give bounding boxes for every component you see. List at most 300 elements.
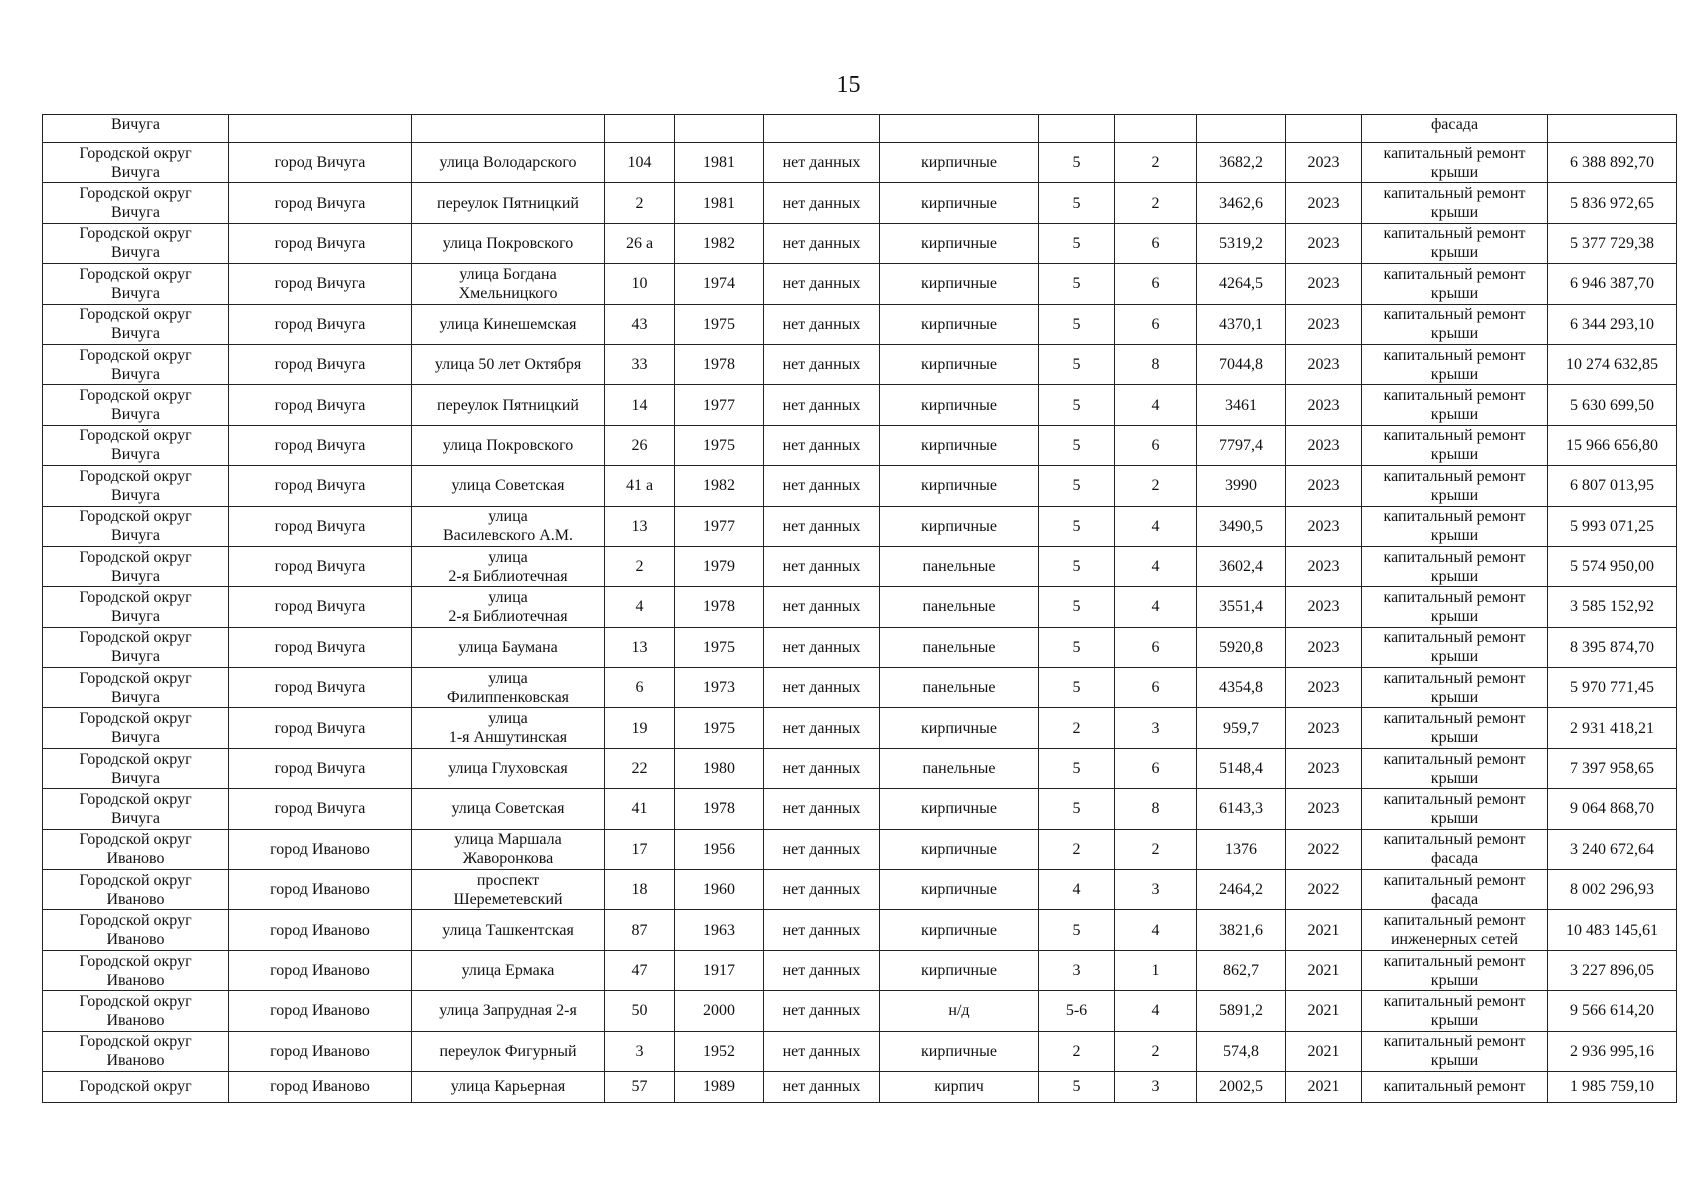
year-repair-cell: нет данных: [764, 910, 880, 950]
year-built-cell: 1979: [675, 546, 764, 586]
housing-repair-table: [42, 114, 1677, 1103]
work-type-cell: капитальный ремонт: [1362, 1071, 1548, 1102]
work-type-cell: капитальный ремонт фасада: [1362, 829, 1548, 869]
year-repair-cell: нет данных: [764, 950, 880, 990]
floors-cell: 5: [1039, 506, 1115, 546]
year-built-cell: 1917: [675, 950, 764, 990]
wall-material-cell: кирпичные: [880, 143, 1039, 183]
planned-year-cell: 2021: [1286, 950, 1362, 990]
house-number-cell: 43: [605, 304, 675, 344]
cost-cell: 9 566 614,20: [1548, 991, 1677, 1031]
municipality-cell: Вичуга: [43, 115, 229, 143]
planned-year-cell: 2023: [1286, 344, 1362, 384]
year-repair-cell: нет данных: [764, 627, 880, 667]
year-built-cell: 1981: [675, 183, 764, 223]
year-built-cell: 1978: [675, 587, 764, 627]
entrances-cell: 6: [1115, 668, 1197, 708]
work-type-cell: капитальный ремонт крыши: [1362, 991, 1548, 1031]
planned-year-cell: 2023: [1286, 183, 1362, 223]
wall-material-cell: кирпич: [880, 1071, 1039, 1102]
cost-cell: 6 388 892,70: [1548, 143, 1677, 183]
planned-year-cell: 2023: [1286, 789, 1362, 829]
table-row: [43, 183, 1677, 223]
entrances-cell: 6: [1115, 304, 1197, 344]
area-cell: 959,7: [1197, 708, 1286, 748]
work-type-cell: капитальный ремонт крыши: [1362, 385, 1548, 425]
table-row: [43, 466, 1677, 506]
house-number-cell: 18: [605, 870, 675, 910]
municipality-cell: Городской округ Вичуга: [43, 627, 229, 667]
table-row: [43, 425, 1677, 465]
settlement-cell: город Вичуга: [229, 748, 412, 788]
year-built-cell: 1982: [675, 223, 764, 263]
settlement-cell: город Иваново: [229, 1031, 412, 1071]
street-cell: улица 2-я Библиотечная: [412, 546, 605, 586]
floors-cell: 5: [1039, 143, 1115, 183]
street-cell: улица Богдана Хмельницкого: [412, 264, 605, 304]
entrances-cell: 6: [1115, 223, 1197, 263]
house-number-cell: 14: [605, 385, 675, 425]
house-number-cell: 13: [605, 627, 675, 667]
table-row: [43, 115, 1677, 143]
street-cell: улица Василевского А.М.: [412, 506, 605, 546]
house-number-cell: 22: [605, 748, 675, 788]
planned-year-cell: [1286, 115, 1362, 143]
wall-material-cell: кирпичные: [880, 708, 1039, 748]
year-repair-cell: нет данных: [764, 991, 880, 1031]
year-built-cell: 1975: [675, 627, 764, 667]
wall-material-cell: кирпичные: [880, 183, 1039, 223]
settlement-cell: город Иваново: [229, 950, 412, 990]
settlement-cell: город Вичуга: [229, 264, 412, 304]
year-repair-cell: нет данных: [764, 1071, 880, 1102]
entrances-cell: 6: [1115, 748, 1197, 788]
cost-cell: 3 240 672,64: [1548, 829, 1677, 869]
settlement-cell: город Вичуга: [229, 304, 412, 344]
settlement-cell: город Вичуга: [229, 587, 412, 627]
street-cell: улица Володарского: [412, 143, 605, 183]
entrances-cell: 4: [1115, 991, 1197, 1031]
municipality-cell: Городской округ Вичуга: [43, 264, 229, 304]
street-cell: улица Глуховская: [412, 748, 605, 788]
settlement-cell: город Вичуга: [229, 425, 412, 465]
area-cell: 3682,2: [1197, 143, 1286, 183]
street-cell: улица 1-я Аншутинская: [412, 708, 605, 748]
entrances-cell: 4: [1115, 546, 1197, 586]
wall-material-cell: кирпичные: [880, 506, 1039, 546]
table-row: [43, 950, 1677, 990]
planned-year-cell: 2023: [1286, 506, 1362, 546]
work-type-cell: фасада: [1362, 115, 1548, 143]
house-number-cell: 2: [605, 183, 675, 223]
year-built-cell: 1963: [675, 910, 764, 950]
year-repair-cell: нет данных: [764, 748, 880, 788]
cost-cell: 8 395 874,70: [1548, 627, 1677, 667]
year-repair-cell: нет данных: [764, 385, 880, 425]
cost-cell: 5 970 771,45: [1548, 668, 1677, 708]
settlement-cell: город Вичуга: [229, 789, 412, 829]
entrances-cell: 3: [1115, 708, 1197, 748]
wall-material-cell: кирпичные: [880, 264, 1039, 304]
floors-cell: 2: [1039, 708, 1115, 748]
entrances-cell: 6: [1115, 627, 1197, 667]
year-built-cell: 1956: [675, 829, 764, 869]
wall-material-cell: кирпичные: [880, 950, 1039, 990]
area-cell: 6143,3: [1197, 789, 1286, 829]
entrances-cell: 4: [1115, 910, 1197, 950]
settlement-cell: город Вичуга: [229, 506, 412, 546]
municipality-cell: Городской округ Вичуга: [43, 344, 229, 384]
work-type-cell: капитальный ремонт крыши: [1362, 304, 1548, 344]
year-repair-cell: нет данных: [764, 304, 880, 344]
table-row: [43, 1071, 1677, 1102]
municipality-cell: Городской округ Вичуга: [43, 425, 229, 465]
wall-material-cell: кирпичные: [880, 829, 1039, 869]
year-built-cell: 1977: [675, 506, 764, 546]
cost-cell: 5 630 699,50: [1548, 385, 1677, 425]
house-number-cell: [605, 115, 675, 143]
cost-cell: 3 227 896,05: [1548, 950, 1677, 990]
year-built-cell: 1980: [675, 748, 764, 788]
street-cell: улица Карьерная: [412, 1071, 605, 1102]
floors-cell: 5: [1039, 748, 1115, 788]
floors-cell: 5: [1039, 546, 1115, 586]
table-row: [43, 385, 1677, 425]
cost-cell: 5 377 729,38: [1548, 223, 1677, 263]
year-repair-cell: нет данных: [764, 425, 880, 465]
municipality-cell: Городской округ Вичуга: [43, 304, 229, 344]
street-cell: переулок Фигурный: [412, 1031, 605, 1071]
planned-year-cell: 2023: [1286, 546, 1362, 586]
house-number-cell: 57: [605, 1071, 675, 1102]
floors-cell: 5: [1039, 466, 1115, 506]
table-row: [43, 1031, 1677, 1071]
planned-year-cell: 2023: [1286, 425, 1362, 465]
area-cell: 7044,8: [1197, 344, 1286, 384]
area-cell: 5148,4: [1197, 748, 1286, 788]
table-row: [43, 870, 1677, 910]
settlement-cell: город Вичуга: [229, 546, 412, 586]
floors-cell: 5: [1039, 668, 1115, 708]
year-built-cell: 1975: [675, 708, 764, 748]
house-number-cell: 47: [605, 950, 675, 990]
cost-cell: [1548, 115, 1677, 143]
year-repair-cell: нет данных: [764, 668, 880, 708]
floors-cell: 5: [1039, 627, 1115, 667]
year-repair-cell: нет данных: [764, 546, 880, 586]
entrances-cell: 4: [1115, 385, 1197, 425]
year-repair-cell: нет данных: [764, 789, 880, 829]
entrances-cell: 2: [1115, 1031, 1197, 1071]
year-repair-cell: нет данных: [764, 870, 880, 910]
cost-cell: 10 274 632,85: [1548, 344, 1677, 384]
cost-cell: 2 936 995,16: [1548, 1031, 1677, 1071]
entrances-cell: 2: [1115, 466, 1197, 506]
street-cell: улица Ташкентская: [412, 910, 605, 950]
entrances-cell: 2: [1115, 183, 1197, 223]
planned-year-cell: 2023: [1286, 466, 1362, 506]
work-type-cell: капитальный ремонт крыши: [1362, 950, 1548, 990]
year-built-cell: 1974: [675, 264, 764, 304]
year-repair-cell: нет данных: [764, 1031, 880, 1071]
table-row: [43, 264, 1677, 304]
street-cell: улица Советская: [412, 466, 605, 506]
area-cell: 5891,2: [1197, 991, 1286, 1031]
table-row: [43, 829, 1677, 869]
planned-year-cell: 2023: [1286, 748, 1362, 788]
wall-material-cell: панельные: [880, 546, 1039, 586]
year-repair-cell: нет данных: [764, 264, 880, 304]
year-built-cell: [675, 115, 764, 143]
entrances-cell: 3: [1115, 1071, 1197, 1102]
municipality-cell: Городской округ Иваново: [43, 1031, 229, 1071]
year-built-cell: 1978: [675, 344, 764, 384]
cost-cell: 7 397 958,65: [1548, 748, 1677, 788]
work-type-cell: капитальный ремонт крыши: [1362, 668, 1548, 708]
entrances-cell: 4: [1115, 587, 1197, 627]
entrances-cell: 4: [1115, 506, 1197, 546]
house-number-cell: 4: [605, 587, 675, 627]
area-cell: 3462,6: [1197, 183, 1286, 223]
work-type-cell: капитальный ремонт крыши: [1362, 587, 1548, 627]
planned-year-cell: 2023: [1286, 708, 1362, 748]
wall-material-cell: кирпичные: [880, 789, 1039, 829]
area-cell: 5920,8: [1197, 627, 1286, 667]
municipality-cell: Городской округ Вичуга: [43, 506, 229, 546]
table-row: [43, 344, 1677, 384]
house-number-cell: 41: [605, 789, 675, 829]
work-type-cell: капитальный ремонт крыши: [1362, 264, 1548, 304]
wall-material-cell: кирпичные: [880, 1031, 1039, 1071]
wall-material-cell: панельные: [880, 668, 1039, 708]
settlement-cell: город Вичуга: [229, 223, 412, 263]
floors-cell: 4: [1039, 870, 1115, 910]
planned-year-cell: 2023: [1286, 587, 1362, 627]
municipality-cell: Городской округ Вичуга: [43, 385, 229, 425]
municipality-cell: Городской округ Вичуга: [43, 223, 229, 263]
area-cell: 4354,8: [1197, 668, 1286, 708]
street-cell: [412, 115, 605, 143]
floors-cell: [1039, 115, 1115, 143]
cost-cell: 6 946 387,70: [1548, 264, 1677, 304]
street-cell: улица Запрудная 2-я: [412, 991, 605, 1031]
street-cell: улица Маршала Жаворонкова: [412, 829, 605, 869]
work-type-cell: капитальный ремонт крыши: [1362, 546, 1548, 586]
house-number-cell: 104: [605, 143, 675, 183]
wall-material-cell: кирпичные: [880, 425, 1039, 465]
work-type-cell: капитальный ремонт фасада: [1362, 870, 1548, 910]
floors-cell: 5: [1039, 587, 1115, 627]
cost-cell: 2 931 418,21: [1548, 708, 1677, 748]
planned-year-cell: 2023: [1286, 385, 1362, 425]
cost-cell: 8 002 296,93: [1548, 870, 1677, 910]
settlement-cell: город Вичуга: [229, 668, 412, 708]
municipality-cell: Городской округ: [43, 1071, 229, 1102]
wall-material-cell: [880, 115, 1039, 143]
wall-material-cell: кирпичные: [880, 344, 1039, 384]
house-number-cell: 3: [605, 1031, 675, 1071]
floors-cell: 5: [1039, 1071, 1115, 1102]
area-cell: 3602,4: [1197, 546, 1286, 586]
street-cell: улица Филиппенковская: [412, 668, 605, 708]
settlement-cell: город Иваново: [229, 829, 412, 869]
municipality-cell: Городской округ Вичуга: [43, 466, 229, 506]
settlement-cell: город Вичуга: [229, 385, 412, 425]
planned-year-cell: 2021: [1286, 1031, 1362, 1071]
house-number-cell: 17: [605, 829, 675, 869]
settlement-cell: город Вичуга: [229, 143, 412, 183]
settlement-cell: город Иваново: [229, 1071, 412, 1102]
work-type-cell: капитальный ремонт крыши: [1362, 344, 1548, 384]
cost-cell: 10 483 145,61: [1548, 910, 1677, 950]
floors-cell: 5-6: [1039, 991, 1115, 1031]
work-type-cell: капитальный ремонт крыши: [1362, 223, 1548, 263]
year-repair-cell: нет данных: [764, 183, 880, 223]
year-built-cell: 1978: [675, 789, 764, 829]
area-cell: 574,8: [1197, 1031, 1286, 1071]
table-row: [43, 223, 1677, 263]
wall-material-cell: кирпичные: [880, 466, 1039, 506]
municipality-cell: Городской округ Вичуга: [43, 143, 229, 183]
floors-cell: 5: [1039, 304, 1115, 344]
entrances-cell: 6: [1115, 425, 1197, 465]
work-type-cell: капитальный ремонт крыши: [1362, 627, 1548, 667]
area-cell: 3551,4: [1197, 587, 1286, 627]
house-number-cell: 13: [605, 506, 675, 546]
year-built-cell: 1982: [675, 466, 764, 506]
area-cell: 4264,5: [1197, 264, 1286, 304]
wall-material-cell: кирпичные: [880, 223, 1039, 263]
planned-year-cell: 2023: [1286, 304, 1362, 344]
municipality-cell: Городской округ Вичуга: [43, 708, 229, 748]
cost-cell: 6 344 293,10: [1548, 304, 1677, 344]
cost-cell: 1 985 759,10: [1548, 1071, 1677, 1102]
planned-year-cell: 2023: [1286, 627, 1362, 667]
cost-cell: 9 064 868,70: [1548, 789, 1677, 829]
year-built-cell: 1977: [675, 385, 764, 425]
entrances-cell: 3: [1115, 870, 1197, 910]
year-repair-cell: нет данных: [764, 223, 880, 263]
work-type-cell: капитальный ремонт крыши: [1362, 183, 1548, 223]
floors-cell: 5: [1039, 183, 1115, 223]
planned-year-cell: 2023: [1286, 668, 1362, 708]
year-repair-cell: нет данных: [764, 829, 880, 869]
wall-material-cell: кирпичные: [880, 910, 1039, 950]
street-cell: переулок Пятницкий: [412, 385, 605, 425]
entrances-cell: 8: [1115, 789, 1197, 829]
house-number-cell: 87: [605, 910, 675, 950]
work-type-cell: капитальный ремонт крыши: [1362, 789, 1548, 829]
municipality-cell: Городской округ Иваново: [43, 829, 229, 869]
table-row: [43, 991, 1677, 1031]
cost-cell: 5 574 950,00: [1548, 546, 1677, 586]
floors-cell: 5: [1039, 385, 1115, 425]
table-row: [43, 748, 1677, 788]
planned-year-cell: 2021: [1286, 910, 1362, 950]
work-type-cell: капитальный ремонт крыши: [1362, 425, 1548, 465]
house-number-cell: 33: [605, 344, 675, 384]
work-type-cell: капитальный ремонт крыши: [1362, 748, 1548, 788]
street-cell: улица 2-я Библиотечная: [412, 587, 605, 627]
area-cell: 3490,5: [1197, 506, 1286, 546]
table-row: [43, 708, 1677, 748]
entrances-cell: [1115, 115, 1197, 143]
house-number-cell: 26 а: [605, 223, 675, 263]
street-cell: улица Советская: [412, 789, 605, 829]
floors-cell: 5: [1039, 425, 1115, 465]
area-cell: 1376: [1197, 829, 1286, 869]
municipality-cell: Городской округ Вичуга: [43, 748, 229, 788]
entrances-cell: 6: [1115, 264, 1197, 304]
planned-year-cell: 2023: [1286, 143, 1362, 183]
work-type-cell: капитальный ремонт крыши: [1362, 466, 1548, 506]
settlement-cell: город Вичуга: [229, 627, 412, 667]
year-built-cell: 1989: [675, 1071, 764, 1102]
work-type-cell: капитальный ремонт крыши: [1362, 143, 1548, 183]
floors-cell: 2: [1039, 829, 1115, 869]
settlement-cell: город Вичуга: [229, 708, 412, 748]
wall-material-cell: панельные: [880, 627, 1039, 667]
municipality-cell: Городской округ Иваново: [43, 991, 229, 1031]
settlement-cell: [229, 115, 412, 143]
entrances-cell: 8: [1115, 344, 1197, 384]
area-cell: 862,7: [1197, 950, 1286, 990]
area-cell: [1197, 115, 1286, 143]
year-built-cell: 1975: [675, 425, 764, 465]
area-cell: 3461: [1197, 385, 1286, 425]
settlement-cell: город Иваново: [229, 910, 412, 950]
cost-cell: 5 836 972,65: [1548, 183, 1677, 223]
planned-year-cell: 2022: [1286, 829, 1362, 869]
entrances-cell: 1: [1115, 950, 1197, 990]
floors-cell: 5: [1039, 264, 1115, 304]
table-row: [43, 506, 1677, 546]
area-cell: 2464,2: [1197, 870, 1286, 910]
settlement-cell: город Вичуга: [229, 183, 412, 223]
municipality-cell: Городской округ Вичуга: [43, 183, 229, 223]
house-number-cell: 41 а: [605, 466, 675, 506]
settlement-cell: город Иваново: [229, 870, 412, 910]
year-repair-cell: нет данных: [764, 344, 880, 384]
table-row: [43, 627, 1677, 667]
house-number-cell: 50: [605, 991, 675, 1031]
municipality-cell: Городской округ Вичуга: [43, 546, 229, 586]
settlement-cell: город Иваново: [229, 991, 412, 1031]
settlement-cell: город Вичуга: [229, 344, 412, 384]
municipality-cell: Городской округ Иваново: [43, 910, 229, 950]
street-cell: улица Ермака: [412, 950, 605, 990]
page-number: 15: [836, 72, 861, 98]
planned-year-cell: 2023: [1286, 223, 1362, 263]
municipality-cell: Городской округ Вичуга: [43, 668, 229, 708]
municipality-cell: Городской округ Вичуга: [43, 789, 229, 829]
table-row: [43, 789, 1677, 829]
year-built-cell: 2000: [675, 991, 764, 1031]
house-number-cell: 2: [605, 546, 675, 586]
wall-material-cell: кирпичные: [880, 304, 1039, 344]
floors-cell: 5: [1039, 223, 1115, 263]
street-cell: улица 50 лет Октября: [412, 344, 605, 384]
area-cell: 2002,5: [1197, 1071, 1286, 1102]
table-row: [43, 910, 1677, 950]
floors-cell: 3: [1039, 950, 1115, 990]
area-cell: 3821,6: [1197, 910, 1286, 950]
floors-cell: 5: [1039, 344, 1115, 384]
table-row: [43, 587, 1677, 627]
street-cell: улица Кинешемская: [412, 304, 605, 344]
year-repair-cell: нет данных: [764, 143, 880, 183]
wall-material-cell: панельные: [880, 748, 1039, 788]
